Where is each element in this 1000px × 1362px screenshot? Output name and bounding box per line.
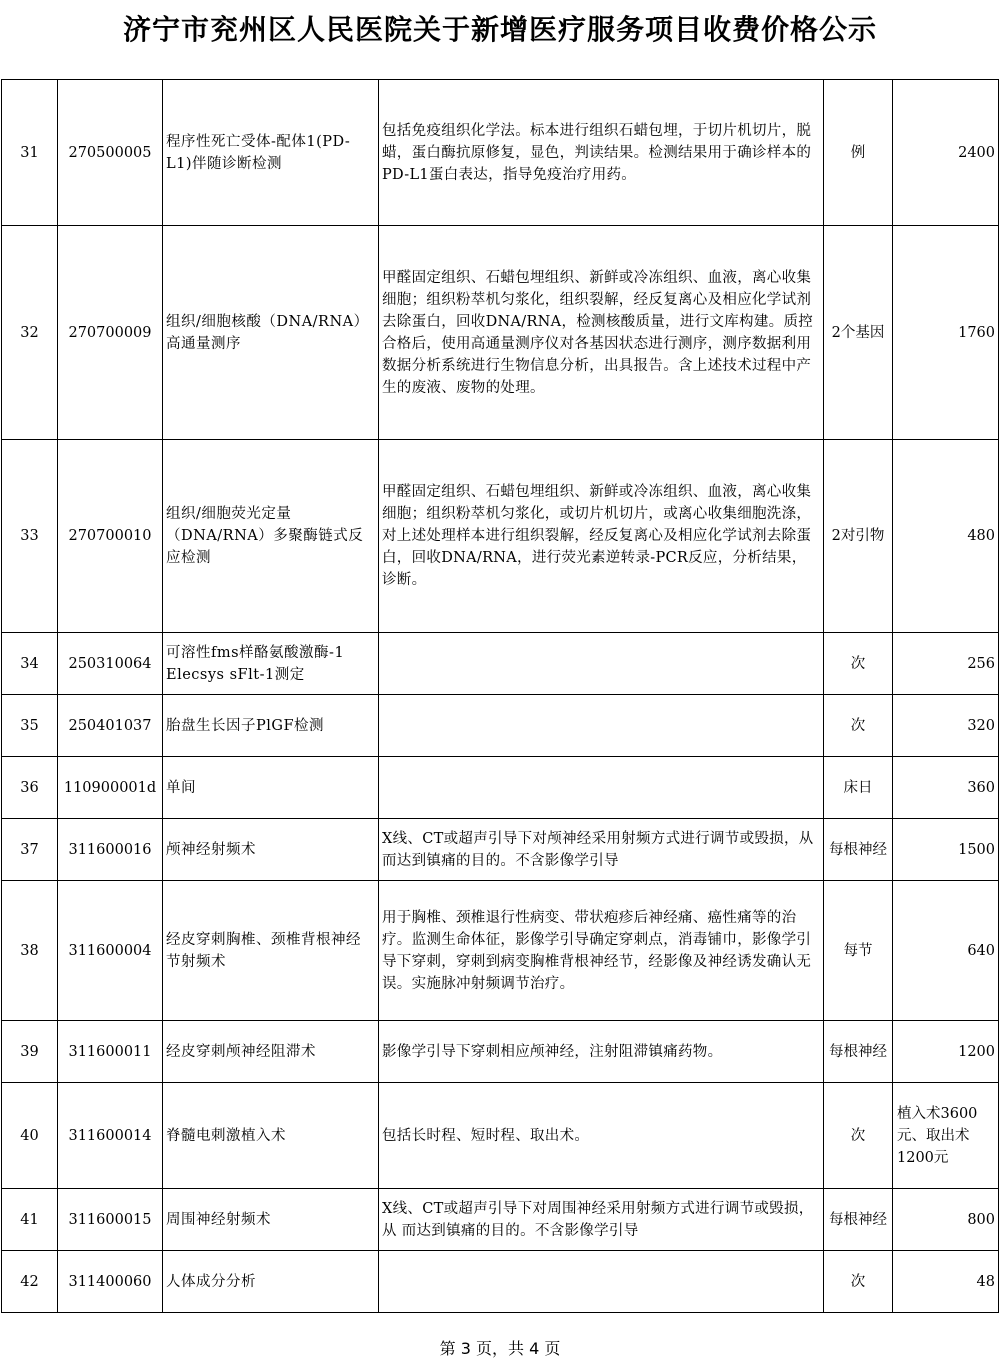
item-code-cell: 270500005 [58,80,163,226]
price-cell: 48 [893,1251,999,1313]
item-description-cell: X线、CT或超声引导下对周围神经采用射频方式进行调节或毁损， 从 而达到镇痛的目的。不含影像学引导 [379,1189,824,1251]
charge-unit-cell: 每根神经 [824,819,893,881]
row-number-cell: 31 [2,80,58,226]
item-code-cell: 110900001d [58,757,163,819]
price-cell: 256 [893,633,999,695]
charge-unit-cell: 次 [824,695,893,757]
item-description-cell: 包括免疫组织化学法。标本进行组织石蜡包埋，于切片机切片，脱蜡，蛋白酶抗原修复，显色，判读结果。检测结果用于确诊样本的PD-L1蛋白表达，指导免疫治疗用药。 [379,80,824,226]
charge-unit-cell: 2对引物 [824,440,893,633]
table-row [2,1021,999,1083]
item-name-cell: 人体成分分析 [163,1251,379,1313]
charge-unit-cell: 2个基因 [824,226,893,440]
item-name-cell: 程序性死亡受体-配体1(PD-L1)伴随诊断检测 [163,80,379,226]
item-description-cell: 甲醛固定组织、石蜡包埋组织、新鲜或冷冻组织、血液，离心收集细胞；组织粉萃机匀浆化，或切片机切片，或离心收集细胞洗涤，对上述处理样本进行组织裂解，经反复离心及相应化学试剂去除蛋白，回收DNA/RNA，进行荧光素逆转录-PCR反应，分析结果，诊断。 [379,440,824,633]
item-code-cell: 250310064 [58,633,163,695]
item-description-cell: 影像学引导下穿刺相应颅神经，注射阻滞镇痛药物。 [379,1021,824,1083]
item-description-cell [379,757,824,819]
item-name-cell: 经皮穿刺胸椎、颈椎背根神经节射频术 [163,881,379,1021]
table-row [2,757,999,819]
table-row [2,1189,999,1251]
table-row [2,440,999,633]
price-cell: 植入术3600元、取出术1200元 [893,1083,999,1189]
item-name-cell: 组织/细胞核酸（DNA/RNA）高通量测序 [163,226,379,440]
table-row [2,1251,999,1313]
price-cell: 640 [893,881,999,1021]
charge-unit-cell: 次 [824,1251,893,1313]
table-row [2,881,999,1021]
price-cell: 1760 [893,226,999,440]
charge-unit-cell: 床日 [824,757,893,819]
item-description-cell [379,695,824,757]
item-description-cell [379,1251,824,1313]
row-number-cell: 32 [2,226,58,440]
item-name-cell: 单间 [163,757,379,819]
item-description-cell: X线、CT或超声引导下对颅神经采用射频方式进行调节或毁损，从而达到镇痛的目的。不含影像学引导 [379,819,824,881]
item-description-cell: 甲醛固定组织、石蜡包埋组织、新鲜或冷冻组织、血液，离心收集细胞；组织粉萃机匀浆化，组织裂解，经反复离心及相应化学试剂去除蛋白，回收DNA/RNA，检测核酸质量，进行文库构建。质控合格后，使用高通量测序仪对各基因状态进行测序，测序数据利用数据分析系统进行生物信息分析，出具报告。含上述技术过程中产生的废液、废物的处理。 [379,226,824,440]
charge-unit-cell: 次 [824,633,893,695]
item-code-cell: 250401037 [58,695,163,757]
table-row [2,633,999,695]
fee-table-body [2,80,999,1313]
price-cell: 320 [893,695,999,757]
row-number-cell: 34 [2,633,58,695]
price-cell: 800 [893,1189,999,1251]
item-name-cell: 脊髓电刺激植入术 [163,1083,379,1189]
row-number-cell: 41 [2,1189,58,1251]
table-row [2,1083,999,1189]
item-code-cell: 311600016 [58,819,163,881]
table-row [2,695,999,757]
row-number-cell: 35 [2,695,58,757]
row-number-cell: 38 [2,881,58,1021]
price-cell: 480 [893,440,999,633]
row-number-cell: 37 [2,819,58,881]
price-cell: 360 [893,757,999,819]
item-name-cell: 周围神经射频术 [163,1189,379,1251]
charge-unit-cell: 次 [824,1083,893,1189]
row-number-cell: 40 [2,1083,58,1189]
row-number-cell: 39 [2,1021,58,1083]
price-cell: 2400 [893,80,999,226]
item-code-cell: 270700009 [58,226,163,440]
row-number-cell: 36 [2,757,58,819]
row-number-cell: 33 [2,440,58,633]
fee-table [1,79,999,1313]
document-title: 济宁市兖州区人民医院关于新增医疗服务项目收费价格公示 [122,13,877,46]
item-code-cell: 311400060 [58,1251,163,1313]
item-code-cell: 311600014 [58,1083,163,1189]
table-row [2,819,999,881]
item-code-cell: 311600015 [58,1189,163,1251]
charge-unit-cell: 每节 [824,881,893,1021]
item-code-cell: 270700010 [58,440,163,633]
charge-unit-cell: 每根神经 [824,1021,893,1083]
item-name-cell: 组织/细胞荧光定量（DNA/RNA）多聚酶链式反应检测 [163,440,379,633]
charge-unit-cell: 例 [824,80,893,226]
row-number-cell: 42 [2,1251,58,1313]
price-cell: 1200 [893,1021,999,1083]
item-code-cell: 311600011 [58,1021,163,1083]
table-row [2,226,999,440]
item-name-cell: 颅神经射频术 [163,819,379,881]
table-row [2,80,999,226]
item-name-cell: 胎盘生长因子PlGF检测 [163,695,379,757]
item-name-cell: 可溶性fms样酪氨酸激酶-1 Elecsys sFlt-1测定 [163,633,379,695]
item-name-cell: 经皮穿刺颅神经阻滞术 [163,1021,379,1083]
item-description-cell: 包括长时程、短时程、取出术。 [379,1083,824,1189]
price-cell: 1500 [893,819,999,881]
item-description-cell: 用于胸椎、颈椎退行性病变、带状疱疹后神经痛、癌性痛等的治疗。监测生命体征，影像学引导确定穿刺点，消毒铺巾，影像学引导下穿刺，穿刺到病变胸椎背根神经节，经影像及神经诱发确认无误。实施脉冲射频调节治疗。 [379,881,824,1021]
page-footer: 第 3 页，共 4 页 [439,1339,561,1358]
item-description-cell [379,633,824,695]
charge-unit-cell: 每根神经 [824,1189,893,1251]
item-code-cell: 311600004 [58,881,163,1021]
